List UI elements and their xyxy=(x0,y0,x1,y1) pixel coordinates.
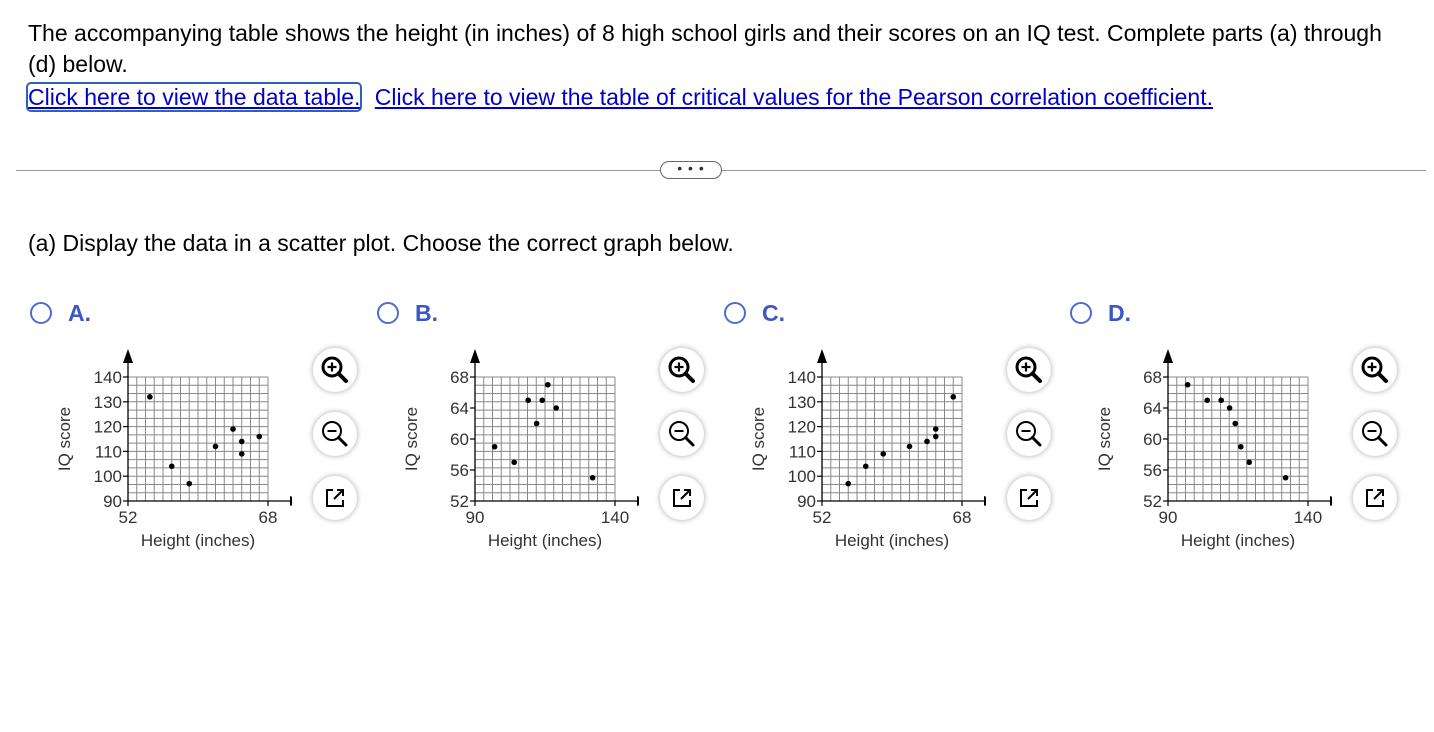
y-tick-label: 110 xyxy=(788,442,816,462)
option-letter: C. xyxy=(762,300,785,326)
option-radio[interactable] xyxy=(1070,302,1092,324)
question-intro: The accompanying table shows the height (in inches) of 8 high school girls and their scores on an IQ test. Complete parts (a) through (d) below. xyxy=(28,20,1382,77)
data-table-link[interactable]: Click here to view the data table. xyxy=(28,84,361,110)
zoom-out-button[interactable] xyxy=(1353,412,1397,456)
y-axis-arrow xyxy=(817,349,827,363)
y-tick-label: 110 xyxy=(94,442,122,462)
data-point xyxy=(230,426,236,432)
data-point xyxy=(1238,444,1244,450)
data-point xyxy=(256,434,262,440)
x-tick-label: 90 xyxy=(1158,508,1178,527)
y-axis-title: IQ score xyxy=(1095,406,1114,472)
y-tick-label: 120 xyxy=(787,417,816,437)
option-c[interactable] xyxy=(724,300,1064,610)
y-axis-title: IQ score xyxy=(402,406,421,472)
option-radio[interactable] xyxy=(724,302,746,324)
y-tick-label: 60 xyxy=(450,430,469,449)
zoom-in-button[interactable] xyxy=(1353,348,1397,392)
y-tick-label: 130 xyxy=(93,392,122,412)
y-tick-label: 68 xyxy=(450,368,469,387)
data-point xyxy=(213,444,219,450)
data-point xyxy=(1246,459,1252,465)
y-tick-label: 56 xyxy=(1143,461,1162,480)
y-tick-label: 52 xyxy=(1143,492,1162,511)
y-tick-label: 100 xyxy=(93,467,122,487)
popout-icon xyxy=(1353,476,1397,520)
y-axis-title: IQ score xyxy=(55,406,74,472)
x-tick-label: 140 xyxy=(1293,508,1323,527)
y-tick-label: 68 xyxy=(1143,368,1162,387)
y-tick-label: 140 xyxy=(787,368,816,387)
data-point xyxy=(1232,421,1238,427)
x-axis-arrow xyxy=(984,496,986,506)
question-links xyxy=(28,83,1213,111)
y-axis-arrow xyxy=(470,349,480,363)
data-point xyxy=(933,426,939,432)
data-point xyxy=(863,463,869,469)
data-point xyxy=(1227,405,1233,411)
part-a-prompt: (a) Display the data in a scatter plot. Choose the correct graph below. xyxy=(28,230,734,256)
y-axis-arrow xyxy=(123,349,133,363)
data-point xyxy=(880,451,886,457)
critical-values-link[interactable]: Click here to view the table of critical values for the Pearson correlation coefficient. xyxy=(374,84,1214,110)
y-tick-label: 64 xyxy=(1143,399,1162,418)
data-point xyxy=(1218,397,1224,403)
option-letter: A. xyxy=(68,300,91,326)
data-point xyxy=(534,421,540,427)
x-axis-title: Height (inches) xyxy=(487,531,603,550)
y-tick-label: 120 xyxy=(93,417,122,437)
y-tick-label: 90 xyxy=(797,492,816,511)
expand-more-button[interactable]: • • • xyxy=(660,161,722,179)
zoom-out-icon xyxy=(1353,412,1397,456)
data-point xyxy=(539,397,545,403)
data-point xyxy=(511,459,517,465)
y-axis-arrow xyxy=(1163,349,1173,363)
scatter-chart xyxy=(2,340,292,610)
data-point xyxy=(239,451,245,457)
option-radio[interactable] xyxy=(30,302,52,324)
y-tick-label: 100 xyxy=(787,467,816,487)
x-axis-arrow xyxy=(1330,496,1332,506)
option-a[interactable] xyxy=(30,300,370,610)
x-axis-arrow xyxy=(290,496,292,506)
y-tick-label: 140 xyxy=(93,368,122,387)
data-point xyxy=(239,439,245,445)
y-tick-label: 52 xyxy=(450,492,469,511)
data-point xyxy=(1185,382,1191,388)
option-radio[interactable] xyxy=(377,302,399,324)
y-tick-label: 90 xyxy=(103,492,122,511)
data-point xyxy=(950,394,956,400)
option-letter: D. xyxy=(1108,300,1131,326)
y-tick-label: 130 xyxy=(787,392,816,412)
y-tick-label: 64 xyxy=(450,399,469,418)
data-point xyxy=(147,394,153,400)
scatter-chart xyxy=(696,340,986,610)
data-point xyxy=(933,434,939,440)
x-tick-label: 90 xyxy=(465,508,485,527)
x-axis-arrow xyxy=(637,496,639,506)
x-axis-title: Height (inches) xyxy=(834,531,950,550)
data-point xyxy=(545,382,551,388)
scatter-chart xyxy=(349,340,639,610)
data-point xyxy=(1204,397,1210,403)
data-point xyxy=(845,481,851,487)
data-point xyxy=(1283,475,1289,481)
zoom-in-icon xyxy=(1353,348,1397,392)
data-point xyxy=(492,444,498,450)
x-axis-title: Height (inches) xyxy=(1180,531,1296,550)
y-tick-label: 60 xyxy=(1143,430,1162,449)
x-tick-label: 68 xyxy=(952,508,972,527)
data-point xyxy=(553,405,559,411)
popout-button[interactable] xyxy=(1353,476,1397,520)
x-axis-title: Height (inches) xyxy=(140,531,256,550)
option-letter: B. xyxy=(415,300,438,326)
data-point xyxy=(169,463,175,469)
x-tick-label: 140 xyxy=(600,508,630,527)
x-tick-label: 68 xyxy=(258,508,278,527)
y-axis-title: IQ score xyxy=(749,406,768,472)
data-point xyxy=(186,481,192,487)
option-b[interactable] xyxy=(377,300,717,610)
x-tick-label: 52 xyxy=(812,508,832,527)
data-point xyxy=(924,439,930,445)
x-tick-label: 52 xyxy=(118,508,138,527)
y-tick-label: 56 xyxy=(450,461,469,480)
data-point xyxy=(590,475,596,481)
scatter-chart xyxy=(1042,340,1332,610)
data-point xyxy=(525,397,531,403)
data-point xyxy=(907,444,913,450)
option-d[interactable] xyxy=(1070,300,1410,610)
